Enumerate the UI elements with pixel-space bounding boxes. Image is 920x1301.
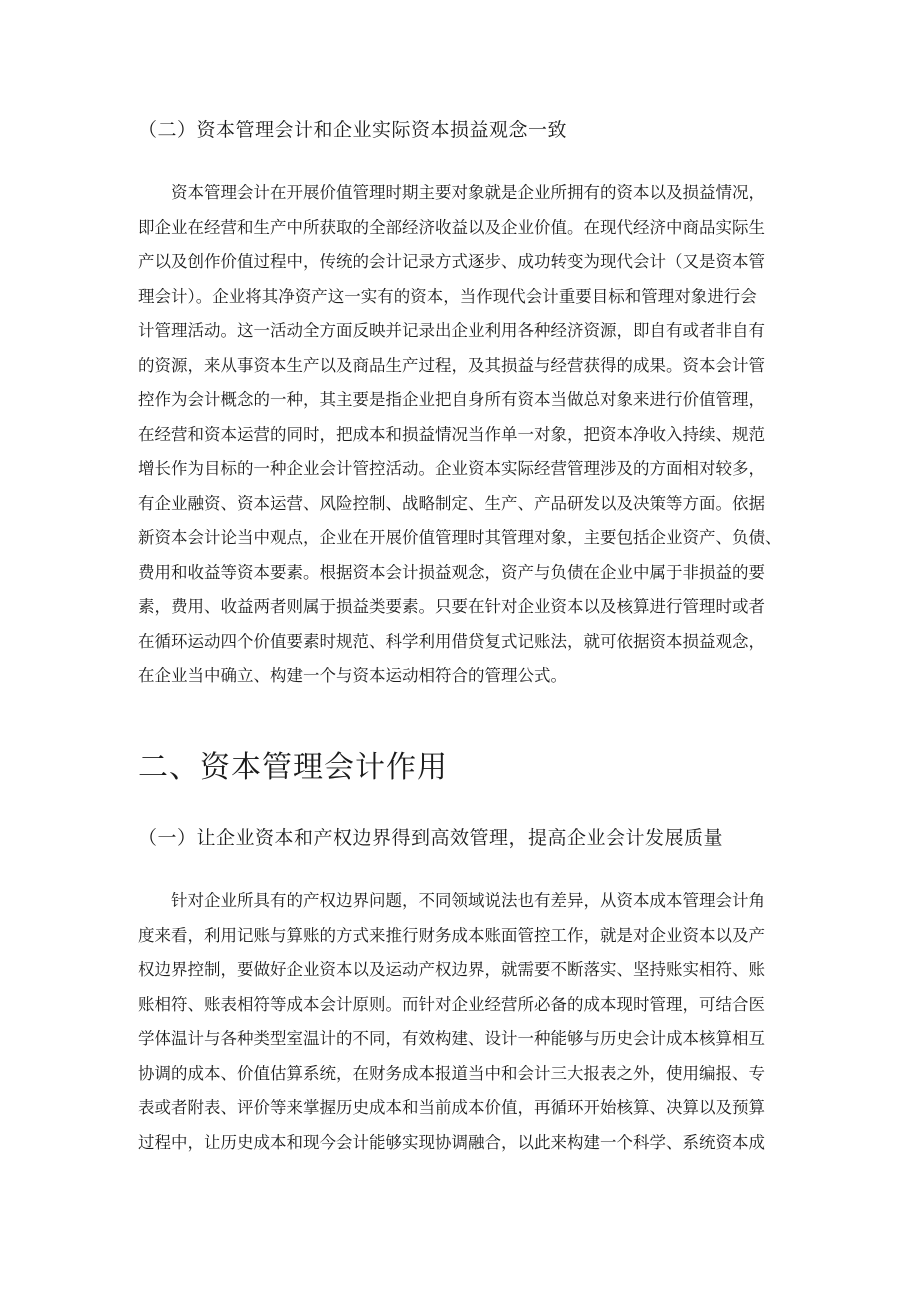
text-line: 产以及创作价值过程中，传统的会计记录方式逐步、成功转变为现代会计（又是资本管	[138, 252, 765, 271]
text-line: 费用和收益等资本要素。根据资本会计损益观念，资产与负债在企业中属于非损益的要	[138, 562, 765, 582]
text-line: 在企业当中确立、构建一个与资本运动相符合的管理公式。	[138, 666, 567, 685]
paragraph-property-boundary	[138, 884, 798, 1160]
paragraph-capital-profit-loss	[138, 176, 798, 694]
text-line: 素，费用、收益两者则属于损益类要素。只要在针对企业资本以及核算进行管理时或者	[138, 597, 765, 616]
text-line: 在经营和资本运营的同时，把成本和损益情况当作单一对象，把资本净收入持续、规范	[138, 424, 765, 444]
text-line: 控作为会计概念的一种，其主要是指企业把自身所有资本当做总对象来进行价值管理，	[138, 390, 765, 409]
section-a-heading: （一）让企业资本和产权边界得到高效管理，提高企业会计发展质量	[138, 827, 724, 849]
text-line: 针对企业所具有的产权边界问题，不同领域说法也有差异，从资本成本管理会计角	[171, 891, 765, 910]
text-line: 表或者附表、评价等来掌握历史成本和当前成本价值，再循环开始核算、决算以及预算	[138, 1098, 765, 1117]
text-line: 度来看，利用记账与算账的方式来推行财务成本账面管控工作，就是对企业资本以及产	[138, 925, 765, 945]
text-line: 过程中，让历史成本和现今会计能够实现协调融合，以此来构建一个科学、系统资本成	[138, 1132, 765, 1152]
text-line: 新资本会计论当中观点，企业在开展价值管理时其管理对象，主要包括企业资产、负债、	[138, 528, 782, 547]
text-line: 理会计）。企业将其净资产这一实有的资本，当作现代会计重要目标和管理对象进行会	[138, 286, 757, 306]
text-line: 在循环运动四个价值要素时规范、科学利用借贷复式记账法，就可依据资本损益观念，	[138, 631, 765, 651]
text-line: 资本管理会计在开展价值管理时期主要对象就是企业所拥有的资本以及损益情况，	[171, 183, 765, 202]
text-line: 计管理活动。这一活动全方面反映并记录出企业利用各种经济资源，即自有或者非自有	[138, 321, 765, 340]
text-line: 增长作为目标的一种企业会计管控活动。企业资本实际经营管理涉及的方面相对较多，	[138, 459, 765, 478]
text-line: 有企业融资、资本运营、风险控制、战略制定、生产、产品研发以及决策等方面。依据	[138, 493, 765, 513]
text-line: 权边界控制，要做好企业资本以及运动产权边界，就需要不断落实、坚持账实相符、账	[138, 960, 765, 979]
section-b-heading: （二）资本管理会计和企业实际资本损益观念一致	[138, 119, 568, 141]
text-line: 学体温计与各种类型室温计的不同，有效构建、设计一种能够与历史会计成本核算相互	[138, 1029, 765, 1048]
text-line: 的资源，来从事资本生产以及商品生产过程，及其损益与经营获得的成果。资本会计管	[138, 355, 765, 375]
text-line: 账相符、账表相符等成本会计原则。而针对企业经营所必备的成本现时管理，可结合医	[138, 994, 765, 1014]
text-line: 即企业在经营和生产中所获取的全部经济收益以及企业价值。在现代经济中商品实际生	[138, 217, 765, 237]
text-line: 协调的成本、价值估算系统，在财务成本报道当中和会计三大报表之外，使用编报、专	[138, 1063, 765, 1083]
section-2-heading: 二、资本管理会计作用	[138, 750, 448, 785]
